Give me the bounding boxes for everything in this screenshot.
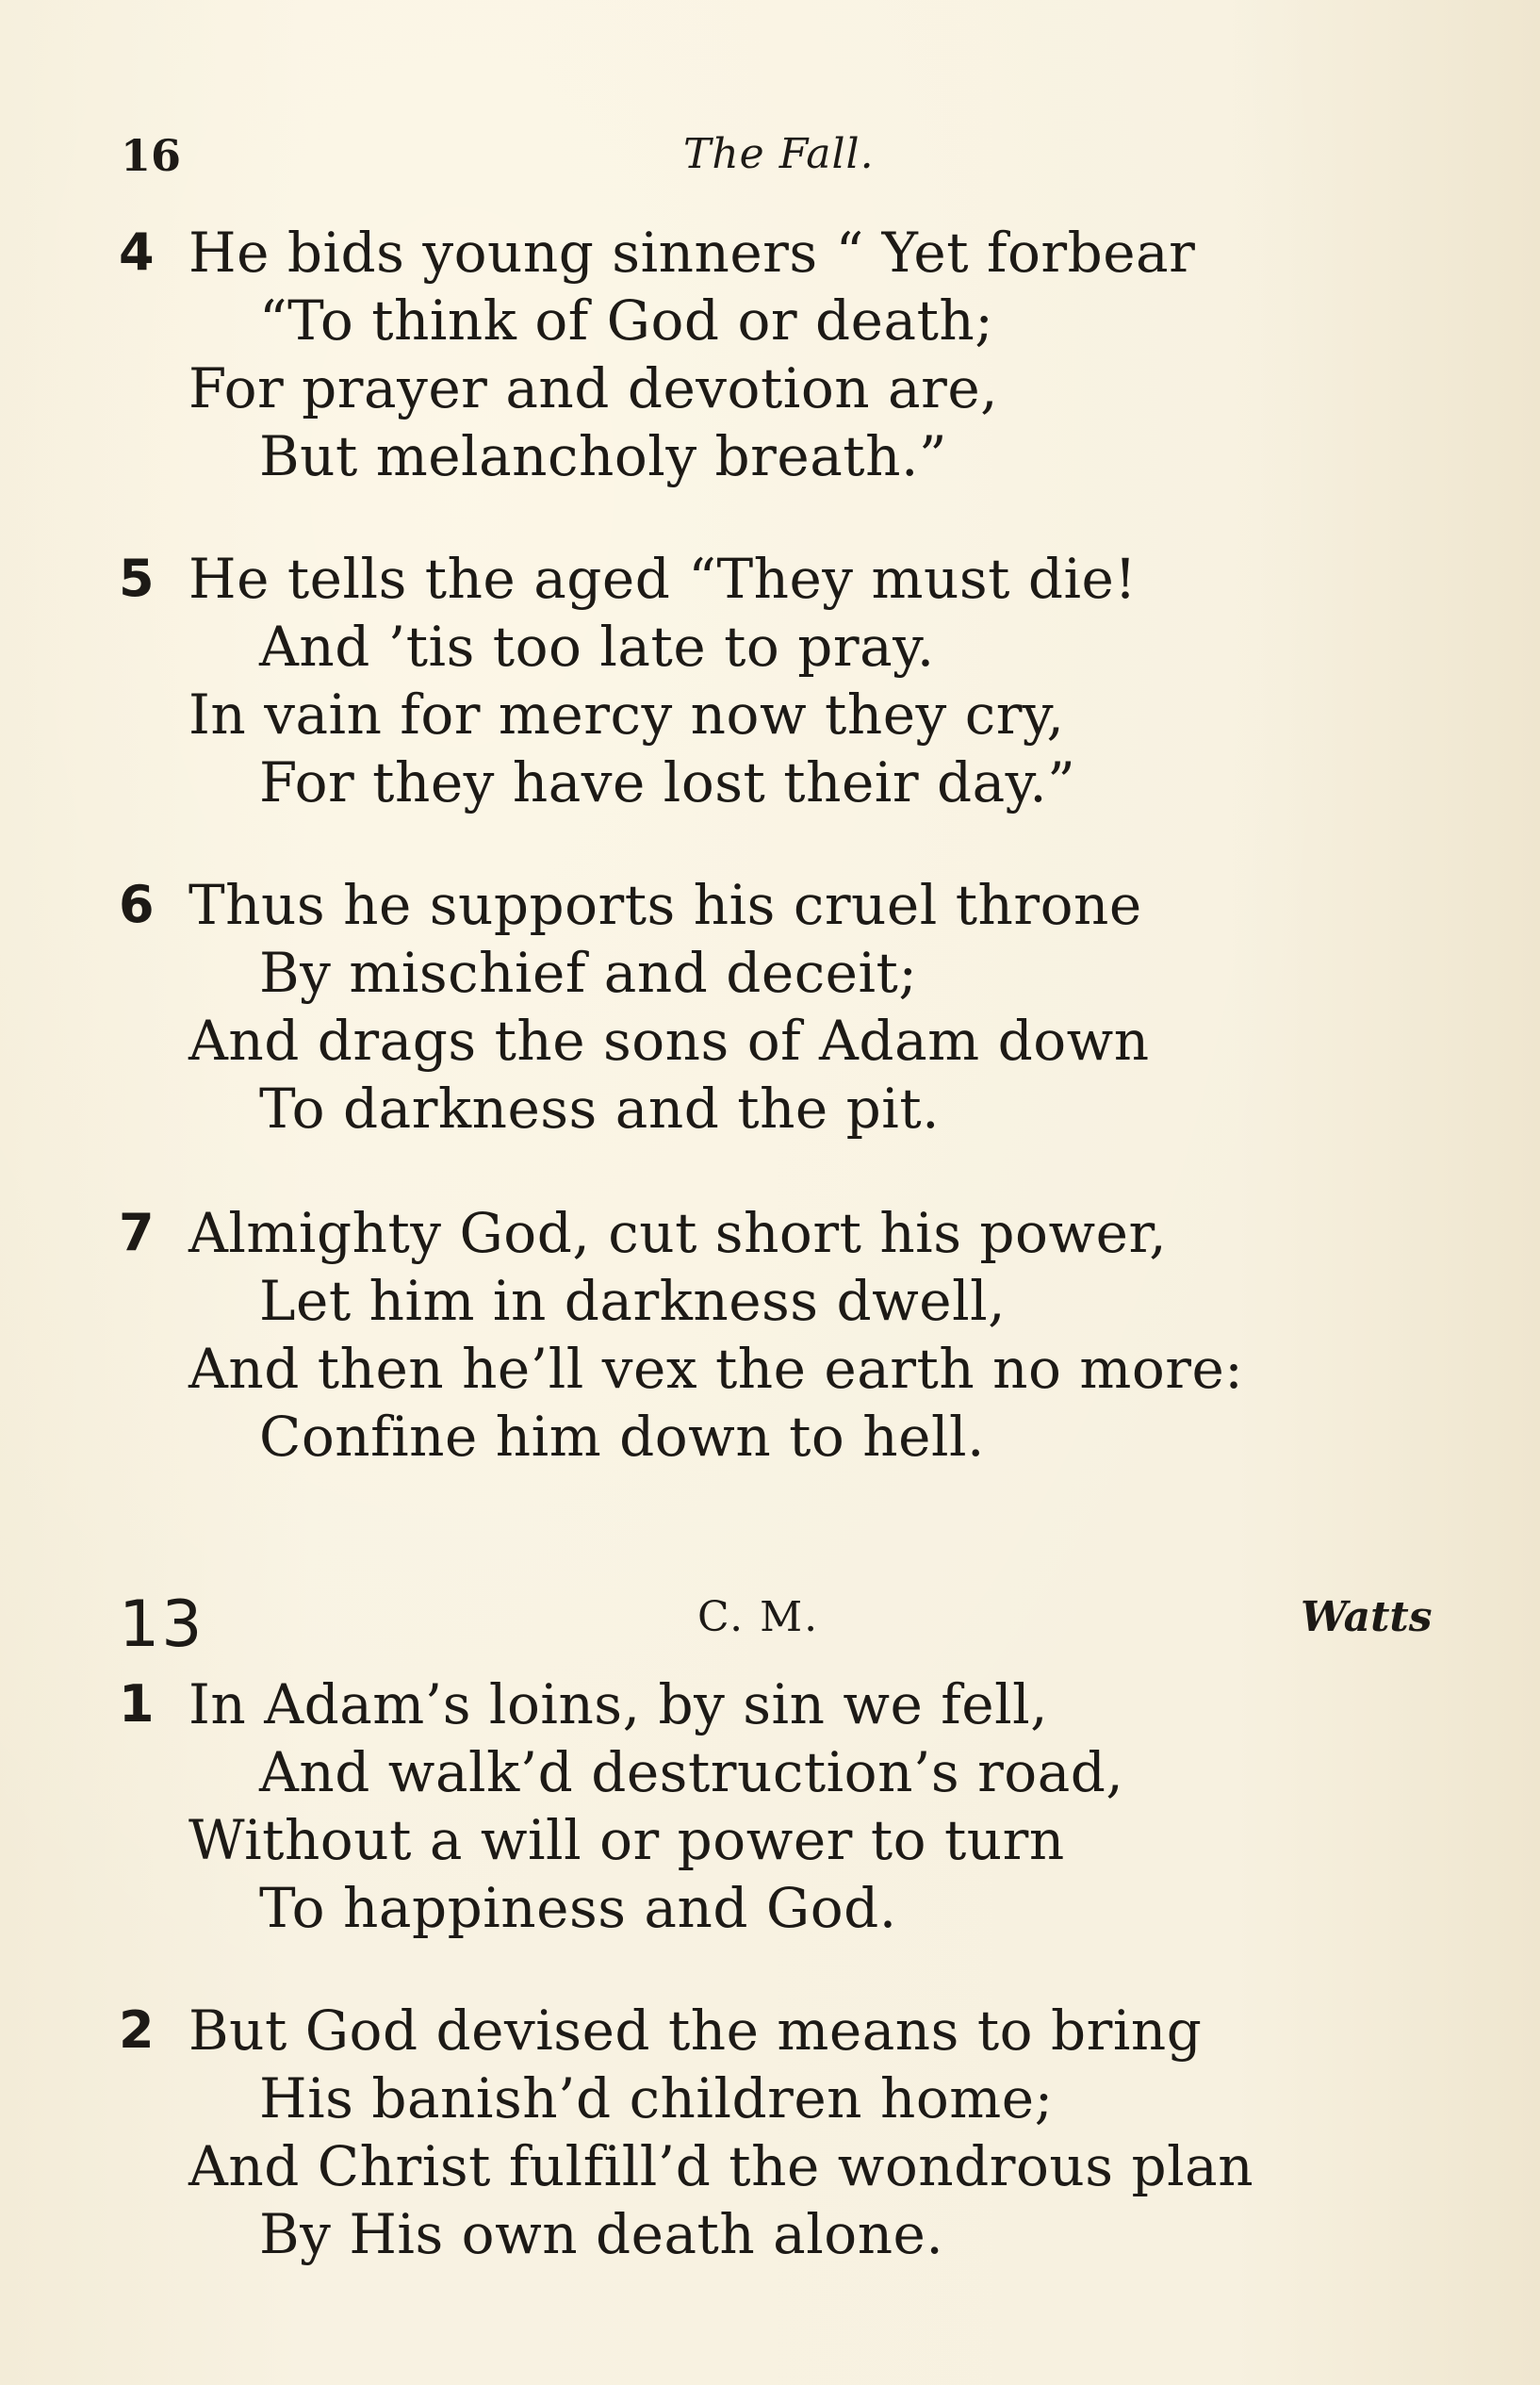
verse-line: Confine him down to hell. — [259, 1405, 985, 1469]
verse-line: And then he’ll vex the earth no more: — [188, 1337, 1244, 1401]
verse-line: And walk’d destruction’s road, — [259, 1740, 1124, 1804]
hymn-author: Watts — [1301, 1593, 1433, 1641]
verse-number: 7 — [119, 1203, 155, 1262]
verse-line: And ’tis too late to pray. — [259, 615, 935, 679]
verse-number: 2 — [119, 2000, 155, 2060]
verse-line: But melancholy breath.” — [259, 424, 948, 488]
verse-line: He bids young sinners “ Yet forbear — [188, 221, 1196, 285]
page-number: 16 — [121, 130, 182, 181]
verse-line: “To think of God or death; — [259, 288, 994, 353]
verse-number: 5 — [119, 549, 155, 608]
verse-line: To happiness and God. — [259, 1876, 897, 1940]
verse-line: Let him in darkness dwell, — [259, 1269, 1007, 1333]
verse-line: In Adam’s loins, by sin we fell, — [188, 1672, 1049, 1736]
verse-line: Without a will or power to turn — [188, 1808, 1065, 1872]
verse-line: For they have lost their day.” — [259, 750, 1076, 814]
hymn-meter: C. M. — [697, 1593, 820, 1641]
hymn-number: 13 — [119, 1587, 205, 1662]
verse-line: By mischief and deceit; — [259, 941, 918, 1005]
verse-line: He tells the aged “They must die! — [188, 547, 1138, 611]
verse-line: Almighty God, cut short his power, — [188, 1201, 1168, 1265]
verse-line: Thus he supports his cruel throne — [188, 873, 1142, 937]
verse-line: His banish’d children home; — [259, 2066, 1054, 2130]
verse-line: To darkness and the pit. — [259, 1077, 941, 1141]
verse-line: By His own death alone. — [259, 2202, 944, 2266]
verse-line: For prayer and devotion are, — [188, 356, 999, 420]
page-header — [0, 130, 1540, 187]
verse-line: And Christ fulfill’d the wondrous plan — [188, 2134, 1254, 2198]
verse-number: 1 — [119, 1674, 155, 1734]
verse-line: In vain for mercy now they cry, — [188, 683, 1065, 747]
verse-number: 4 — [119, 222, 155, 282]
running-title: The Fall. — [683, 130, 875, 178]
verse-line: But God devised the means to bring — [188, 1998, 1203, 2063]
verse-number: 6 — [119, 875, 155, 934]
verse-line: And drags the sons of Adam down — [188, 1009, 1150, 1073]
